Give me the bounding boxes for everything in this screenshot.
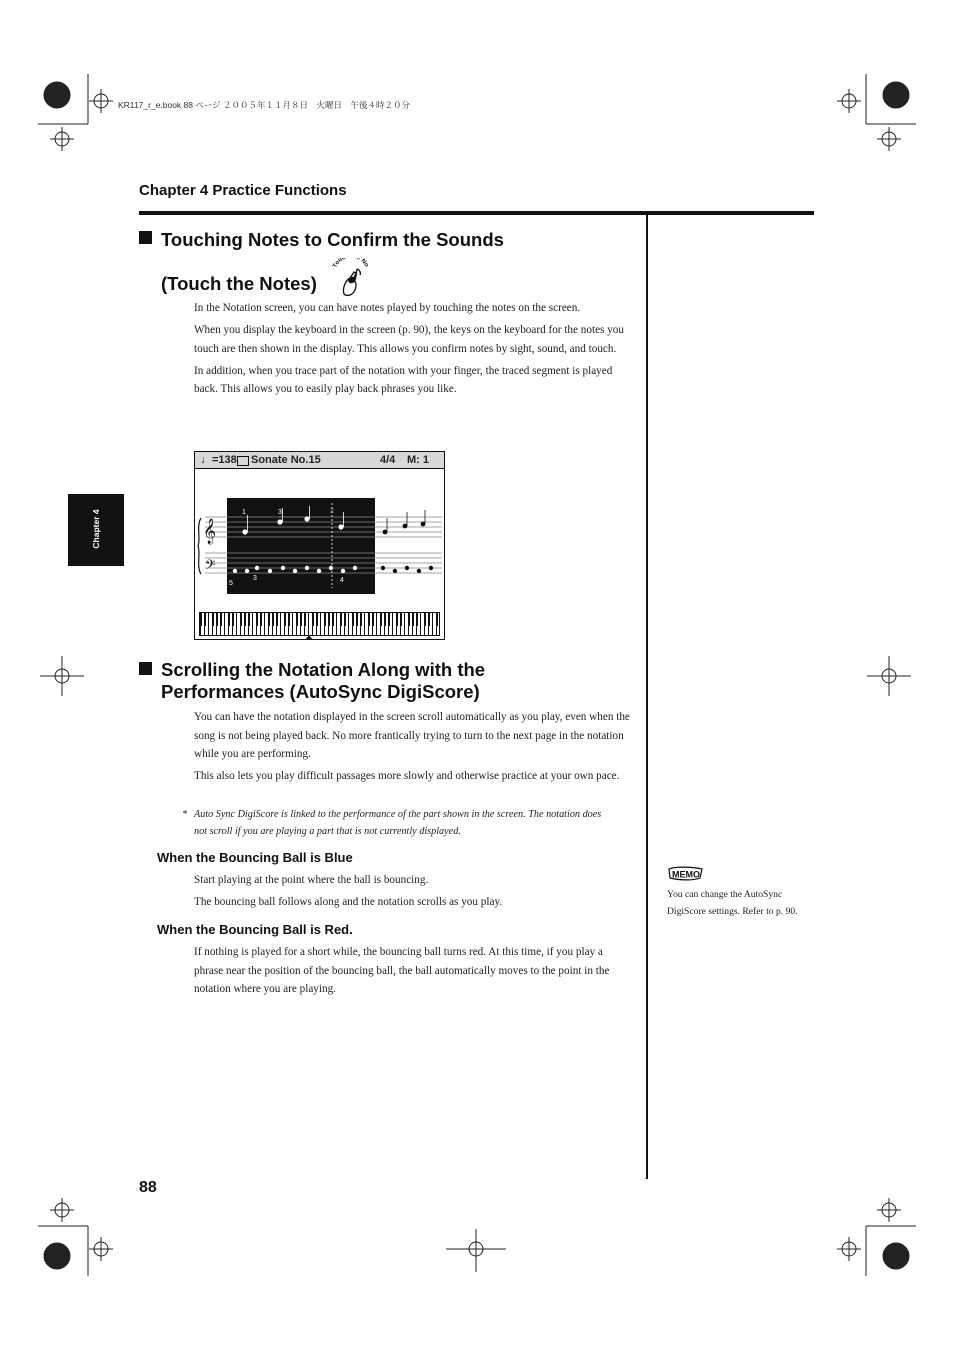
measure-readout: M: 1 [407, 454, 429, 466]
section2-heading-line2: Performances (AutoSync DigiScore) [161, 681, 480, 702]
time-signature: 4/4 [380, 454, 396, 466]
heading-square-bullet [139, 231, 152, 244]
finger-number: 3 [278, 509, 282, 516]
print-slug: KR117_r_e.book 88 ページ ２００５年１１月８日 火曜日 午後４時２０分 [118, 100, 411, 110]
section1-paragraph: In addition, when you trace part of the notation with your finger, the traced segment is played back. This allows you to easily play back phrases you like. [194, 364, 613, 395]
note-asterisk: * [182, 809, 188, 820]
side-tab-label: Chapter 4 [91, 509, 101, 549]
section1-heading-line1: Touching Notes to Confirm the Sounds [161, 229, 504, 250]
section1-heading-line2: (Touch the Notes) [161, 273, 317, 294]
section2-paragraph: You can have the notation displayed in the screen scroll automatically as you play, even when the song is not being played back. No more frantically trying to turn to the next page in the notation while you are performing. [194, 711, 630, 760]
memo-icon [666, 866, 706, 883]
screen-status-bar [195, 452, 444, 469]
treble-clef-icon: 𝄞 [203, 519, 217, 544]
autosync-note: Auto Sync DigiScore is linked to the performance of the part shown in the screen. The notation does not scroll if you are playing a part that is not currently displayed. [194, 809, 602, 837]
memo-label: MEMO [672, 869, 700, 880]
heading-square-bullet [139, 662, 152, 675]
finger-number: 4 [340, 577, 344, 584]
section1-paragraph: When you display the keyboard in the screen (p. 90), the keys on the keyboard for the notes you touch are then shown in the display. This allows you confirm notes by sight, sound, and touch. [194, 324, 624, 355]
song-title: Sonate No.15 [251, 454, 321, 466]
section1-paragraph: In the Notation screen, you can have notes played by touching the notes on the screen. [194, 302, 581, 314]
blue-ball-paragraph: The bouncing ball follows along and the notation scrolls as you play. [194, 896, 503, 908]
grand-staff-brace [198, 518, 201, 574]
finger-number: 5 [229, 580, 233, 587]
section2-body [194, 708, 630, 789]
blue-ball-paragraph: Start playing at the point where the ball is bouncing. [194, 874, 429, 886]
notation-screen [194, 451, 445, 640]
section2-heading-line1: Scrolling the Notation Along with the [161, 659, 486, 680]
bass-clef-icon: 𝄢 [205, 557, 216, 576]
book-icon [237, 456, 249, 466]
chapter-side-tab [68, 494, 124, 566]
red-ball-body [194, 943, 630, 1002]
page-number: 88 [139, 1179, 157, 1196]
section2-paragraph: This also lets you play difficult passages more slowly and otherwise practice at your own pace. [194, 770, 620, 782]
section1-body [194, 299, 630, 402]
svg-text:Touch the Notes [330, 258, 369, 269]
traced-segment-highlight [227, 498, 375, 594]
blue-ball-body [194, 871, 630, 915]
keyboard-position-marker [305, 635, 313, 640]
blue-ball-heading: When the Bouncing Ball is Blue [157, 850, 353, 865]
keyboard-display [199, 612, 440, 636]
red-ball-heading: When the Bouncing Ball is Red. [157, 922, 353, 937]
finger-number: 1 [242, 509, 246, 516]
chapter-header: Chapter 4 Practice Functions [139, 182, 347, 199]
memo-text: You can change the AutoSync DigiScore settings. Refer to p. 90. [667, 889, 798, 917]
red-ball-paragraph: If nothing is played for a short while, the bouncing ball turns red. At this time, if you play a phrase near the position of the bouncing ball, the ball automatically moves to the point in the notation where you are playing. [194, 946, 610, 995]
column-rule [646, 215, 648, 1179]
touch-notes-icon-text: Touc e No [332, 258, 370, 269]
finger-number: 2 [330, 508, 334, 515]
tempo-readout: ♩=138 [201, 454, 237, 466]
header-rule [139, 211, 814, 215]
touch-notes-icon [330, 258, 372, 300]
finger-number: 3 [253, 575, 257, 582]
